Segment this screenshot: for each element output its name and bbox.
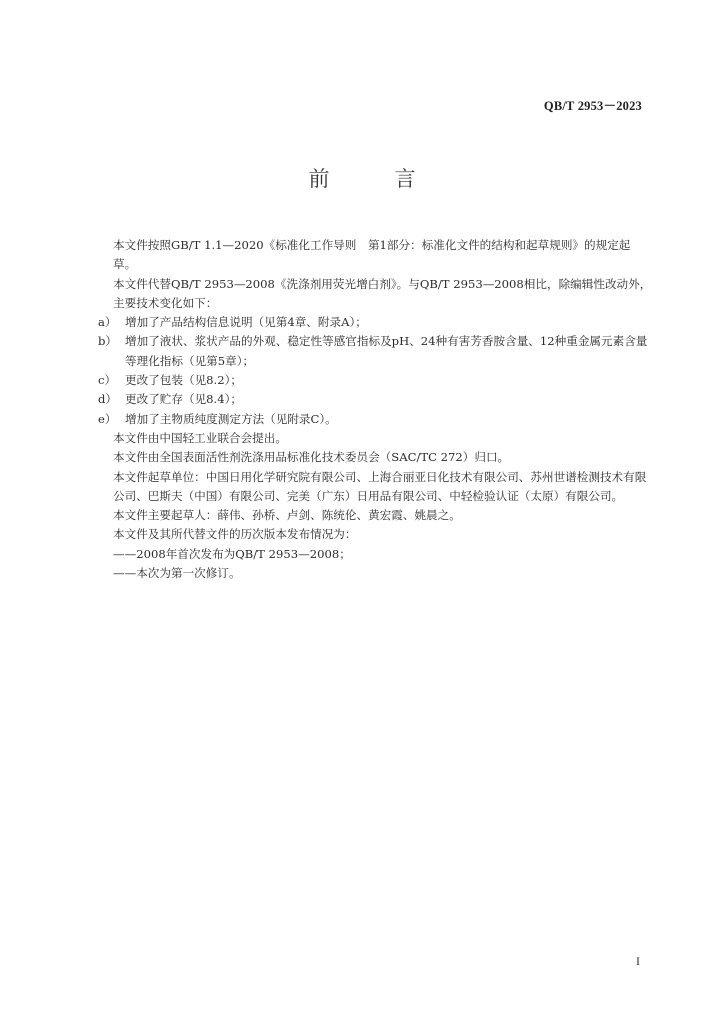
list-marker: e） <box>98 411 117 426</box>
page-number: I <box>636 954 640 968</box>
history-item: ——2008年首次发布为QB/T 2953—2008； <box>113 546 351 561</box>
paragraph-drafters: 本文件主要起草人：薛伟、孙桥、卢剑、陈统伦、黄宏霞、姚晨之。 <box>113 508 461 523</box>
list-marker: b） <box>98 334 118 349</box>
list-item <box>98 410 652 429</box>
preface-body <box>92 236 652 583</box>
paragraph-drafting-units: 本文件起草单位：中国日用化学研究院有限公司、上海合丽亚日化技术有限公司、苏州世谱检测技术有限公司、巴斯夫（中国）有限公司、完美（广东）日用品有限公司、中轻检验认证（太原）有限公司。 <box>113 469 647 503</box>
paragraph-history-intro: 本文件及其所代替文件的历次版本发布情况为： <box>113 527 357 542</box>
list-marker: d） <box>98 392 118 407</box>
list-marker: a） <box>98 315 117 330</box>
paragraph-replacement: 本文件代替QB/T 2953—2008《洗涤剂用荧光增白剂》。与QB/T 2953—2008相比，除编辑性改动外，主要技术变化如下： <box>113 276 652 310</box>
list-item <box>98 332 652 371</box>
history-item: ——本次为第一次修订。 <box>113 566 241 581</box>
list-marker: c） <box>98 373 117 388</box>
list-text: 增加了液状、浆状产品的外观、稳定性等感官指标及pH、24种有害芳香胺含量、12种重金属元素含量等理化指标（见第5章）； <box>125 334 648 368</box>
list-item <box>98 371 652 390</box>
list-text: 增加了产品结构信息说明（见第4章、附录A）； <box>125 315 367 330</box>
paragraph-proposer: 本文件由中国轻工业联合会提出。 <box>113 430 287 445</box>
page-title: 前 言 <box>308 167 438 191</box>
paragraph-committee: 本文件由全国表面活性剂洗涤用品标准化技术委员会（SAC/TC 272）归口。 <box>113 450 510 465</box>
paragraph-drafting-rules: 本文件按照GB/T 1.1—2020《标准化工作导则 第1部分：标准化文件的结构和起草规则》的规定起草。 <box>113 238 631 272</box>
list-text: 增加了主物质纯度测定方法（见附录C）。 <box>125 411 337 426</box>
list-text: 更改了贮存（见8.4）； <box>125 392 242 407</box>
list-item <box>98 390 652 409</box>
list-item <box>98 313 652 332</box>
document-id: QB/T 2953－2023 <box>543 99 642 113</box>
list-text: 更改了包装（见8.2）； <box>125 373 242 388</box>
